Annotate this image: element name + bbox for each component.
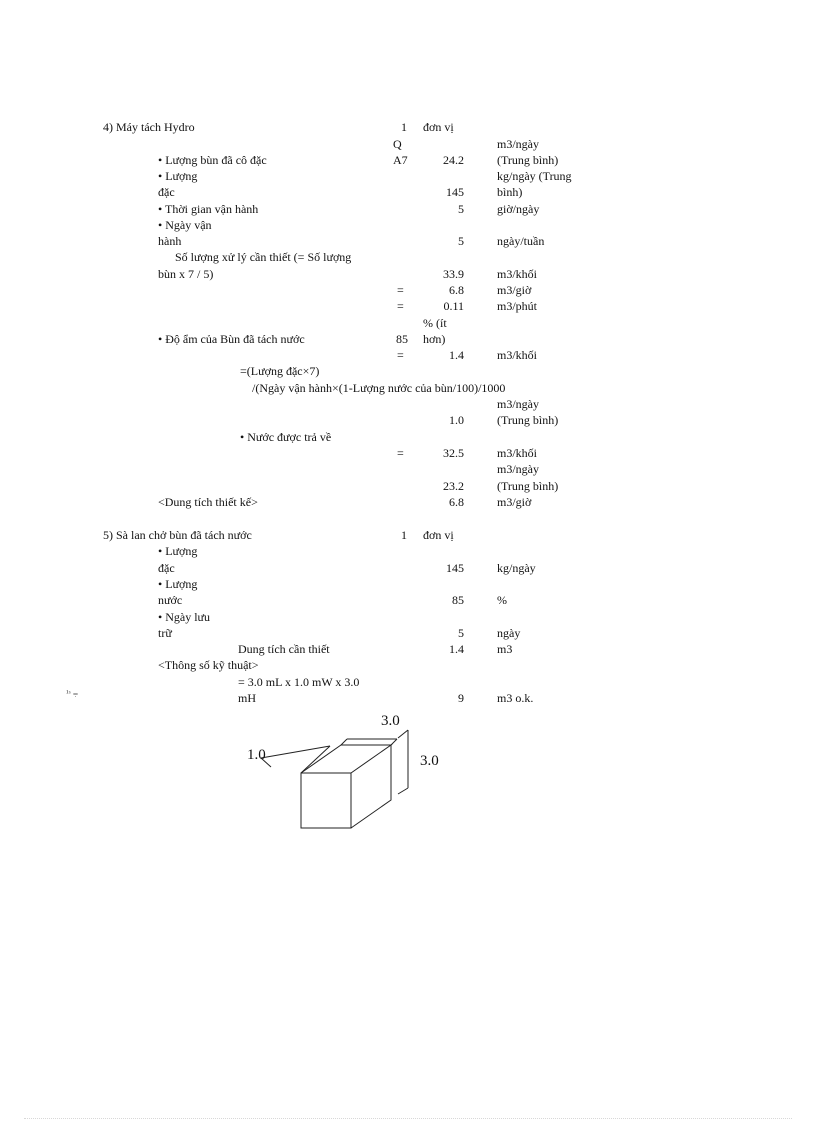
formula-line: =(Lượng đặc×7) [240,364,320,378]
row-label: đặc [158,185,175,199]
row-value: 6.8 [449,283,464,297]
row-label: trữ [158,626,172,640]
row-value: 85 [452,593,464,607]
equals-sign: = [397,299,404,313]
row-unit: m3/ngày [497,137,539,151]
row-unit: m3/khối [497,267,538,281]
row-value: 33.9 [443,267,464,281]
section-5-qty: 1 [401,528,407,542]
row-label: • Độ ẩm của Bùn đã tách nước [158,332,305,346]
row-label: • Lượng [158,577,198,591]
row-value: 1.4 [449,642,464,656]
row-label: • Ngày vận [158,218,212,232]
spec-label: <Thông số kỹ thuật> [158,658,259,672]
spec-line: = 3.0 mL x 1.0 mW x 3.0 [238,675,360,689]
section-4-qty: 1 [401,120,407,134]
stray-mark: ¹ˢ ⩦ [66,688,79,698]
row-value: 23.2 [443,479,464,493]
box-front-face [301,773,351,828]
row-unit: m3 [497,642,513,656]
section-5-qty-unit: đơn vị [423,528,454,542]
equals-sign: = [397,283,404,297]
row-label: nước [158,593,183,607]
row-value: 5 [458,202,464,216]
row-value: 145 [446,185,464,199]
row-unit: m3/ngày [497,397,539,411]
equals-sign: = [397,348,404,362]
row-unit: kg/ngày [497,561,536,575]
barge-box-diagram [230,700,460,840]
page-footer-divider [24,1118,792,1119]
row-label: • Lượng [158,544,198,558]
left-dimension-label: 1.0 [247,747,266,763]
row-label: • Thời gian vận hành [158,202,259,216]
row-label: bùn x 7 / 5) [158,267,214,281]
row-unit: % [497,593,507,607]
row-unit: m3/giờ [497,495,532,509]
row-value: 5 [458,626,464,640]
row-value: 24.2 [443,153,464,167]
row-label: Dung tích cần thiết [238,642,330,656]
top-dimension-tick [341,739,347,745]
box-right-face [351,745,391,828]
row-value: 1.4 [449,348,464,362]
section-4-qty-unit: đơn vị [423,120,454,134]
row-value: 1.0 [449,413,464,427]
row-unit: kg/ngày (Trung [497,169,572,183]
right-dimension-tick [398,788,408,794]
row-value: 0.11 [443,299,464,313]
equals-sign: = [397,446,404,460]
row-value: 6.8 [449,495,464,509]
row-value: 9 [458,691,464,705]
section-4-title: 4) Máy tách Hydro [103,120,195,134]
spec-line: mH [238,691,256,705]
row-label: Số lượng xử lý cần thiết (= Số lượng [175,250,352,264]
right-dimension-tick [398,730,408,738]
row-unit: m3/phút [497,299,538,313]
row-code: 85 [396,332,408,346]
row-unit: ngày [497,626,521,640]
row-unit: m3/khối [497,348,538,362]
row-unit: ngày/tuần [497,234,545,248]
row-code: A7 [393,153,408,167]
row-label: • Lượng [158,169,198,183]
row-unit: (Trung bình) [497,413,559,427]
row-unit: m3/ngày [497,462,539,476]
formula-line: /(Ngày vận hành×(1-Lượng nước của bùn/100)/1000 [252,381,506,395]
row-unit: hơn) [423,332,446,346]
row-value: 145 [446,561,464,575]
row-unit: (Trung bình) [497,479,559,493]
row-unit: giờ/ngày [497,202,540,216]
row-value: 5 [458,234,464,248]
row-label: hành [158,234,182,248]
row-unit: bình) [497,185,523,199]
top-dimension-label: 3.0 [381,713,400,729]
row-value: 32.5 [443,446,464,460]
row-unit: m3 o.k. [497,691,534,705]
q-label: Q [393,137,402,151]
row-label: • Ngày lưu [158,610,211,624]
design-capacity-label: <Dung tích thiết kế> [158,495,258,509]
right-dimension-label: 3.0 [420,753,439,769]
row-unit: m3/khối [497,446,538,460]
row-label: • Lượng bùn đã cô đặc [158,153,267,167]
section-5-title: 5) Sà lan chở bùn đã tách nước [103,528,252,542]
row-unit: m3/giờ [497,283,532,297]
top-dimension-tick [391,739,397,745]
row-label: • Nước được trả về [240,430,332,444]
row-unit: % (ít [423,316,447,330]
row-label: đặc [158,561,175,575]
row-unit: (Trung bình) [497,153,559,167]
